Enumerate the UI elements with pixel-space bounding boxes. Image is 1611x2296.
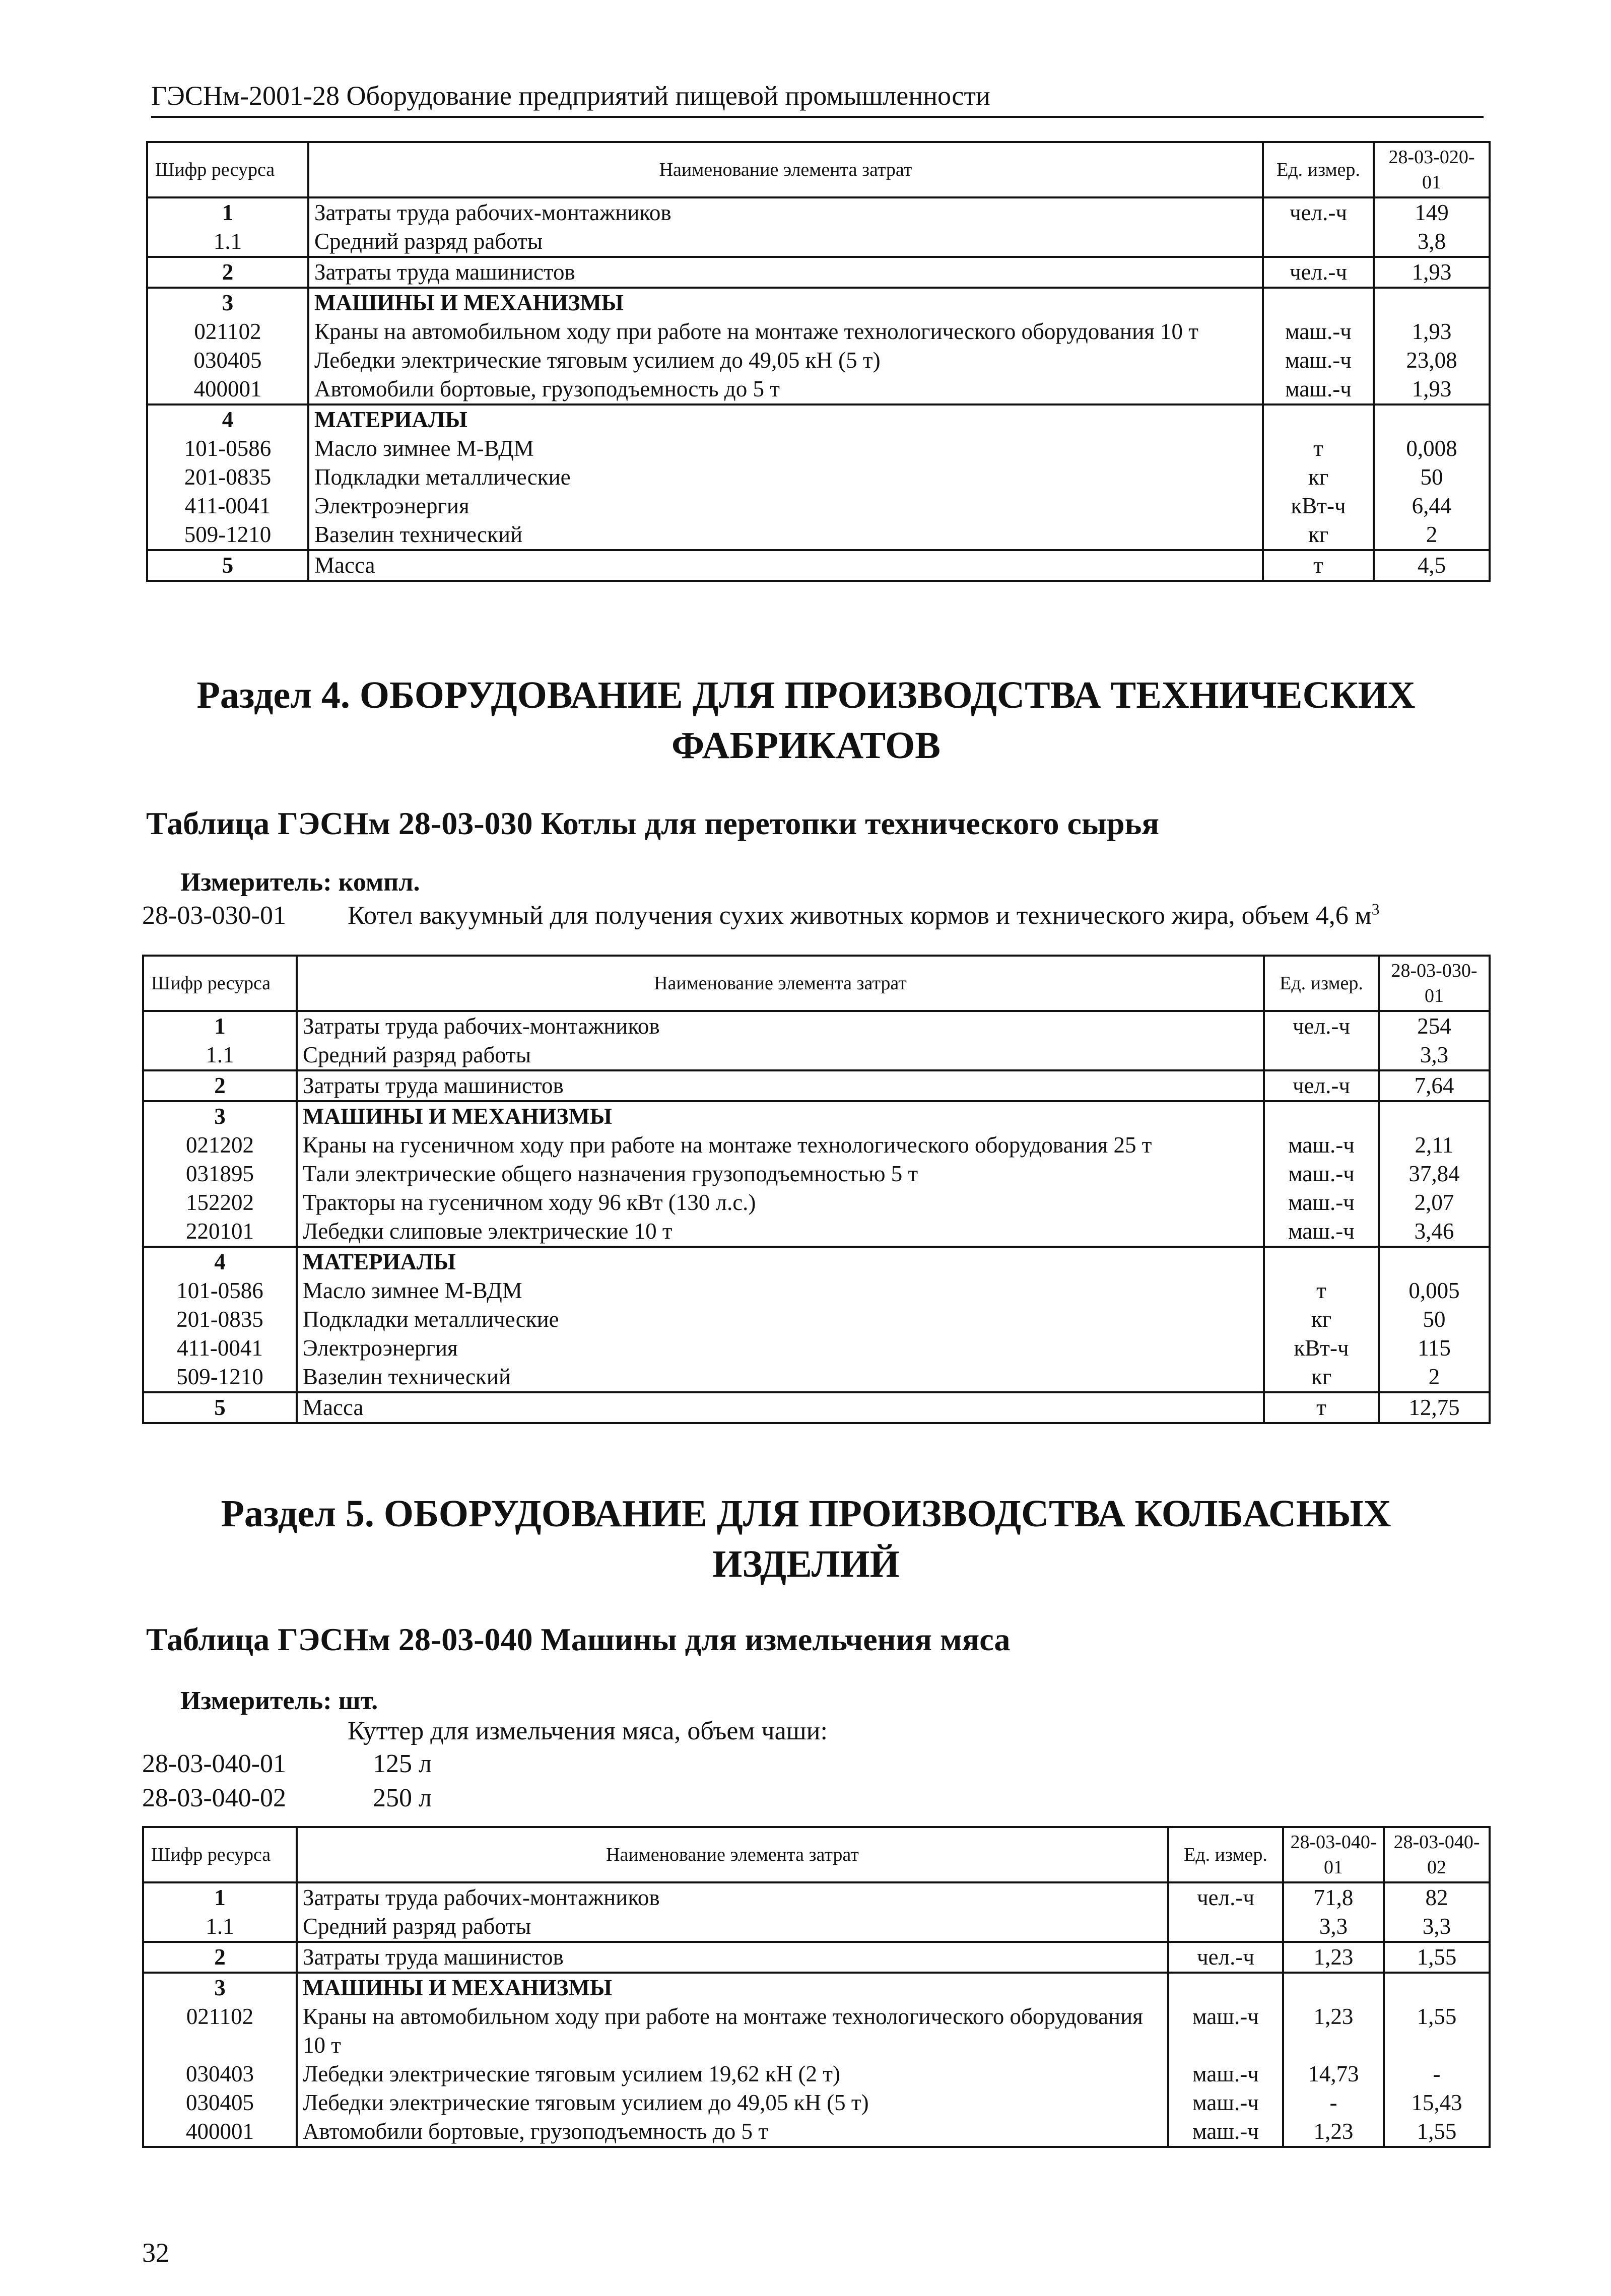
element-name-cell: Вазелин технический [308,520,1263,550]
element-name-cell: Лебедки электрические тяговым усилием 19,62 кН (2 т) [297,2060,1168,2088]
table-row [143,1041,1490,1070]
unit-cell: маш.-ч [1264,1131,1379,1160]
value-cell: 50 [1379,1305,1490,1334]
table-row [143,1882,1490,1912]
table-row [143,1188,1490,1217]
header-norm-code: 28-03-040-02 [1384,1827,1490,1882]
table-row [143,1011,1490,1041]
unit-cell: маш.-ч [1263,375,1374,404]
resource-table-28-03-040 [142,1826,1491,2148]
table-row [147,520,1490,550]
resource-code-cell: 201-0835 [143,1305,297,1334]
header-unit: Ед. измер. [1263,142,1374,197]
header-norm-code: 28-03-020-01 [1374,142,1490,197]
table-row [143,1101,1490,1131]
unit-cell: т [1263,434,1374,463]
table-row [147,404,1490,434]
unit-cell: маш.-ч [1168,2117,1283,2147]
table-row [143,1217,1490,1247]
value-cell: 37,84 [1379,1160,1490,1188]
element-name-cell: Тракторы на гусеничном ходу 96 кВт (130 л.с.) [297,1188,1264,1217]
table-row [143,1942,1490,1973]
value-cell [1283,1973,1384,2002]
item-row [0,900,1611,932]
unit-cell: кВт-ч [1264,1334,1379,1363]
value-cell: 1,23 [1283,1942,1384,1973]
element-name-cell: Средний разряд работы [297,1041,1264,1070]
table-row [147,463,1490,492]
value-cell: 1,55 [1384,1942,1490,1973]
unit-cell: маш.-ч [1264,1217,1379,1247]
unit-cell: кг [1264,1363,1379,1392]
section-4-title: Раздел 4. ОБОРУДОВАНИЕ ДЛЯ ПРОИЗВОДСТВА ТЕХНИЧЕСКИХ ФАБРИКАТОВ [196,674,1416,767]
header-resource-code: Шифр ресурса [143,956,297,1011]
element-name-cell: МАТЕРИАЛЫ [308,404,1263,434]
resource-code-cell: 1.1 [147,227,308,257]
table-row [143,1912,1490,1942]
section-5-title: Раздел 5. ОБОРУДОВАНИЕ ДЛЯ ПРОИЗВОДСТВА КОЛБАСНЫХ ИЗДЕЛИЙ [221,1493,1391,1585]
item-row [0,1748,1611,1780]
unit-cell: маш.-ч [1263,346,1374,375]
element-name-cell: Электроэнергия [297,1334,1264,1363]
resource-code-cell: 1 [143,1882,297,1912]
unit-cell: кг [1264,1305,1379,1334]
resource-code-cell: 021202 [143,1131,297,1160]
value-cell: 3,8 [1374,227,1490,257]
item-description: 125 л [373,1749,432,1778]
element-name-cell: Затраты труда рабочих-монтажников [308,197,1263,227]
header-unit: Ед. измер. [1264,956,1379,1011]
element-name-cell: Вазелин технический [297,1363,1264,1392]
table-row [147,492,1490,520]
element-name-cell: Подкладки металлические [297,1305,1264,1334]
unit-cell: т [1263,550,1374,581]
resource-table-28-03-020 [146,141,1491,582]
header-unit: Ед. измер. [1168,1827,1283,1882]
resource-code-cell: 1.1 [143,1912,297,1942]
table-title-28-03-040: Таблица ГЭСНм 28-03-040 Машины для измельчения мяса [146,1622,1011,1657]
table-row [147,288,1490,317]
table-row [147,375,1490,404]
unit-cell: чел.-ч [1263,257,1374,288]
table-row [143,1973,1490,2002]
unit-cell [1263,227,1374,257]
element-name-cell: Затраты труда машинистов [308,257,1263,288]
element-name-cell: Средний разряд работы [308,227,1263,257]
element-name-cell: Подкладки металлические [308,463,1263,492]
element-name-cell: Электроэнергия [308,492,1263,520]
resource-code-cell: 220101 [143,1217,297,1247]
element-name-cell: МАШИНЫ И МЕХАНИЗМЫ [308,288,1263,317]
resource-table-28-03-030 [142,955,1491,1424]
meter-label: Измеритель: компл. [180,868,420,897]
value-cell: 6,44 [1374,492,1490,520]
resource-code-cell: 4 [147,404,308,434]
unit-cell: чел.-ч [1264,1070,1379,1101]
element-name-cell: Средний разряд работы [297,1912,1168,1942]
unit-cell [1263,404,1374,434]
element-name-cell: МАШИНЫ И МЕХАНИЗМЫ [297,1101,1264,1131]
unit-cell: чел.-ч [1263,197,1374,227]
value-cell: 3,46 [1379,1217,1490,1247]
element-name-cell: Затраты труда машинистов [297,1942,1168,1973]
header-element-name: Наименование элемента затрат [297,1827,1168,1882]
header-norm-code: 28-03-040-01 [1283,1827,1384,1882]
table-row [143,2002,1490,2060]
table-row [143,1247,1490,1276]
unit-cell: чел.-ч [1168,1942,1283,1973]
item-description: Котел вакуумный для получения сухих животных кормов и технического жира, объем 4,6 $м^3$ [348,900,1380,930]
value-cell [1384,1973,1490,2002]
element-name-cell: Масло зимнее М-ВДМ [308,434,1263,463]
resource-code-cell: 509-1210 [143,1363,297,1392]
running-header: ГЭСНм-2001-28 Оборудование предприятий пищевой промышленности [151,81,990,111]
resource-code-cell: 509-1210 [147,520,308,550]
resource-code-cell: 400001 [147,375,308,404]
value-cell: 2 [1374,520,1490,550]
table-title-28-03-030: Таблица ГЭСНм 28-03-030 Котлы для перетопки технического сырья [146,805,1159,841]
table-row [147,434,1490,463]
value-cell: 3,3 [1283,1912,1384,1942]
resource-code-cell: 2 [143,1942,297,1973]
unit-cell: маш.-ч [1264,1188,1379,1217]
value-cell: 1,55 [1384,2117,1490,2147]
table-row [147,197,1490,227]
unit-cell: кг [1263,520,1374,550]
element-name-cell: Лебедки слиповые электрические 10 т [297,1217,1264,1247]
resource-code-cell: 1 [143,1011,297,1041]
table-row [143,1131,1490,1160]
resource-code-cell: 1 [147,197,308,227]
value-cell: 50 [1374,463,1490,492]
element-name-cell: Краны на гусеничном ходу при работе на монтаже технологического оборудования 25 т [297,1131,1264,1160]
table-row [143,1363,1490,1392]
element-name-cell: Лебедки электрические тяговым усилием до 49,05 кН (5 т) [308,346,1263,375]
unit-cell: чел.-ч [1264,1011,1379,1041]
header-element-name: Наименование элемента затрат [308,142,1263,197]
table-row [143,2088,1490,2117]
value-cell: 1,55 [1384,2002,1490,2060]
resource-code-cell: 411-0041 [143,1334,297,1363]
table-row [143,1392,1490,1423]
value-cell: - [1384,2060,1490,2088]
value-cell: 14,73 [1283,2060,1384,2088]
value-cell: 2,07 [1379,1188,1490,1217]
unit-cell: чел.-ч [1168,1882,1283,1912]
table-row [143,1160,1490,1188]
element-name-cell: Тали электрические общего назначения грузоподъемностью 5 т [297,1160,1264,1188]
table-row [147,257,1490,288]
resource-code-cell: 3 [143,1973,297,2002]
table-row [143,2060,1490,2088]
resource-code-cell: 1.1 [143,1041,297,1070]
resource-code-cell: 411-0041 [147,492,308,520]
element-name-cell: Затраты труда машинистов [297,1070,1264,1101]
value-cell: 254 [1379,1011,1490,1041]
resource-code-cell: 021102 [143,2002,297,2060]
resource-code-cell: 021102 [147,317,308,346]
table-row [143,2117,1490,2147]
element-name-cell: Масса [308,550,1263,581]
unit-cell [1264,1101,1379,1131]
unit-cell: маш.-ч [1263,317,1374,346]
element-name-cell: Масло зимнее М-ВДМ [297,1276,1264,1305]
value-cell: 3,3 [1384,1912,1490,1942]
unit-cell [1263,288,1374,317]
header-norm-code: 28-03-030-01 [1379,956,1490,1011]
value-cell: 0,008 [1374,434,1490,463]
item-code: 28-03-030-01 [142,901,286,930]
item-code: 28-03-040-01 [142,1749,286,1778]
unit-cell: т [1264,1392,1379,1423]
value-cell: 15,43 [1384,2088,1490,2117]
element-name-cell: Масса [297,1392,1264,1423]
value-cell: 1,93 [1374,375,1490,404]
element-name-cell: Краны на автомобильном ходу при работе на монтаже технологического оборудования 10 т [297,2002,1168,2060]
resource-code-cell: 152202 [143,1188,297,1217]
resource-code-cell: 2 [147,257,308,288]
value-cell: 23,08 [1374,346,1490,375]
page-number: 32 [142,2238,169,2268]
element-name-cell: Лебедки электрические тяговым усилием до 49,05 кН (5 т) [297,2088,1168,2117]
value-cell: 3,3 [1379,1041,1490,1070]
unit-cell: маш.-ч [1168,2002,1283,2060]
resource-code-cell: 4 [143,1247,297,1276]
unit-cell: маш.-ч [1264,1160,1379,1188]
unit-cell [1168,1973,1283,2002]
unit-cell [1264,1247,1379,1276]
table-row [143,1305,1490,1334]
value-cell [1374,288,1490,317]
unit-cell [1168,1912,1283,1942]
resource-code-cell: 030405 [143,2088,297,2117]
value-cell: 2,11 [1379,1131,1490,1160]
meter-label: Измеритель: шт. [180,1686,378,1715]
value-cell [1379,1101,1490,1131]
resource-code-cell: 3 [143,1101,297,1131]
value-cell: 1,23 [1283,2002,1384,2060]
item-code: 28-03-040-02 [142,1784,286,1812]
unit-cell: кг [1263,463,1374,492]
value-cell: 4,5 [1374,550,1490,581]
resource-code-cell: 400001 [143,2117,297,2147]
element-name-cell: Краны на автомобильном ходу при работе на монтаже технологического оборудования 10 т [308,317,1263,346]
resource-code-cell: 201-0835 [147,463,308,492]
element-name-cell: Затраты труда рабочих-монтажников [297,1882,1168,1912]
table-row [147,346,1490,375]
value-cell: 1,23 [1283,2117,1384,2147]
resource-code-cell: 101-0586 [143,1276,297,1305]
resource-code-cell: 5 [147,550,308,581]
unit-cell: маш.-ч [1168,2088,1283,2117]
unit-cell: кВт-ч [1263,492,1374,520]
header-resource-code: Шифр ресурса [147,142,308,197]
value-cell: 115 [1379,1334,1490,1363]
element-name-cell: МАТЕРИАЛЫ [297,1247,1264,1276]
item-description: 250 л [373,1784,432,1812]
value-cell [1379,1247,1490,1276]
value-cell: 149 [1374,197,1490,227]
item-row [0,1782,1611,1814]
resource-code-cell: 5 [143,1392,297,1423]
table-row [147,550,1490,581]
value-cell: 12,75 [1379,1392,1490,1423]
unit-cell: маш.-ч [1168,2060,1283,2088]
unit-cell: т [1264,1276,1379,1305]
unit-cell [1264,1041,1379,1070]
group-description: Куттер для измельчения мяса, объем чаши: [348,1717,828,1745]
value-cell [1374,404,1490,434]
element-name-cell: МАШИНЫ И МЕХАНИЗМЫ [297,1973,1168,2002]
resource-code-cell: 031895 [143,1160,297,1188]
table-row [143,1070,1490,1101]
resource-code-cell: 030403 [143,2060,297,2088]
resource-code-cell: 101-0586 [147,434,308,463]
table-row [143,1334,1490,1363]
header-resource-code: Шифр ресурса [143,1827,297,1882]
table-row [143,1276,1490,1305]
resource-code-cell: 030405 [147,346,308,375]
table-row [147,227,1490,257]
header-element-name: Наименование элемента затрат [297,956,1264,1011]
value-cell: 1,93 [1374,257,1490,288]
value-cell: 71,8 [1283,1882,1384,1912]
table-row [147,317,1490,346]
value-cell: 0,005 [1379,1276,1490,1305]
element-name-cell: Автомобили бортовые, грузоподъемность до 5 т [308,375,1263,404]
resource-code-cell: 2 [143,1070,297,1101]
element-name-cell: Автомобили бортовые, грузоподъемность до 5 т [297,2117,1168,2147]
value-cell: 7,64 [1379,1070,1490,1101]
resource-code-cell: 3 [147,288,308,317]
value-cell: 2 [1379,1363,1490,1392]
element-name-cell: Затраты труда рабочих-монтажников [297,1011,1264,1041]
header-rule [151,116,1484,118]
value-cell: - [1283,2088,1384,2117]
value-cell: 1,93 [1374,317,1490,346]
value-cell: 82 [1384,1882,1490,1912]
